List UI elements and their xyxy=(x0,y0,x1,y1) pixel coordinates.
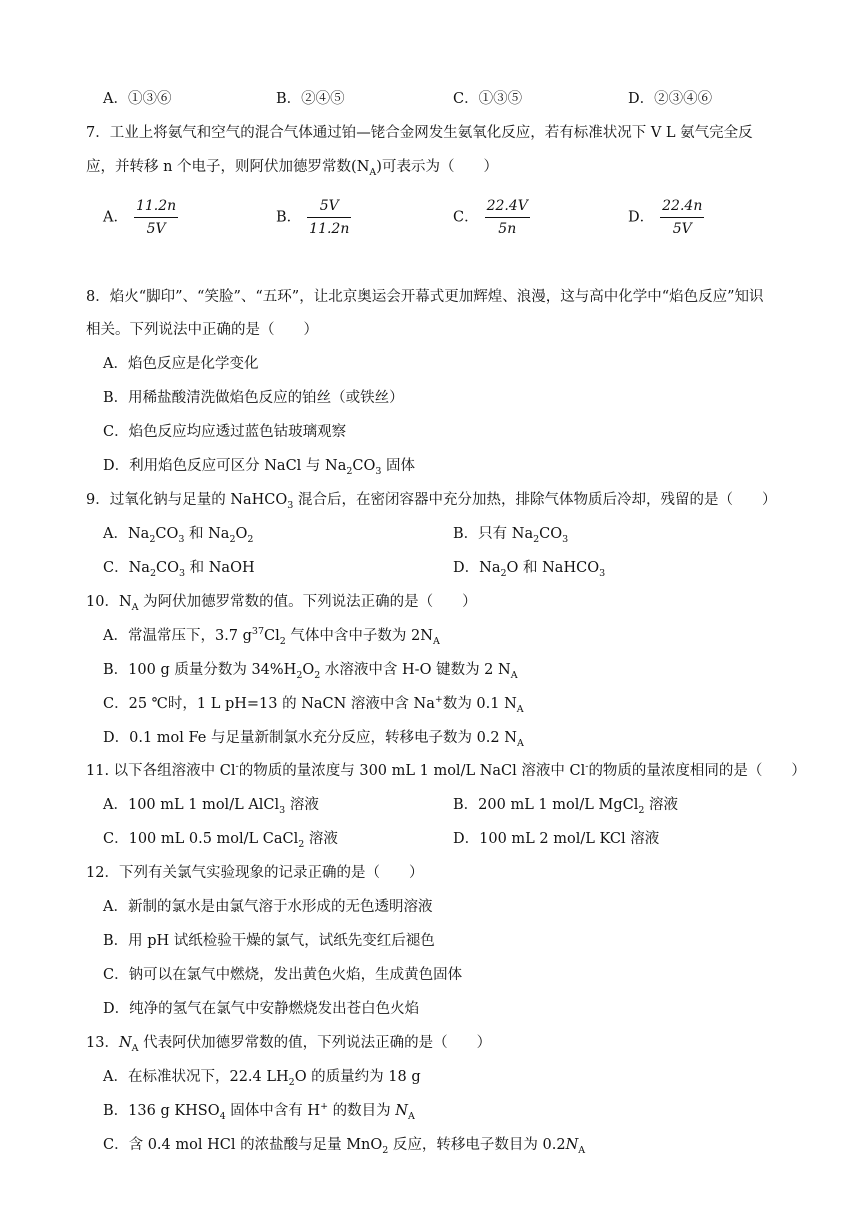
q11-option-d: D．100 mL 2 mol/L KCl 溶液 xyxy=(453,831,660,847)
q8-stem-line2: 相关。下列说法中正确的是（ ） xyxy=(86,322,318,338)
q13-option-c: C．含 0.4 mol HCl 的浓盐酸与足量 MnO$_2$ 反应，转移电子数目为 $0.2N_A$ xyxy=(103,1137,586,1156)
q10-option-c: C．25 ℃时，1 L pH=13 的 NaCN 溶液中含 Na+数为 0.1 $N_A$ xyxy=(103,694,524,715)
q8-option-c: C．焰色反应均应透过蓝色钴玻璃观察 xyxy=(103,424,347,440)
q12-option-b: B．用 pH 试纸检验干燥的氯气，试纸先变红后褪色 xyxy=(103,933,435,949)
q7-option-a: A． $\frac{11.2n}{5V}$ xyxy=(103,198,177,237)
q12-stem: 12．下列有关氯气实验现象的记录正确的是（ ） xyxy=(86,865,424,881)
q12-option-a: A．新制的氯水是由氯气溶于水形成的无色透明溶液 xyxy=(103,899,433,915)
q6-option-d: D．②③④⑥ xyxy=(628,91,713,107)
q10-option-b: B．100 g 质量分数为 $34\%H_2O_2$ 水溶液中含 H-O 键数为 2 $N_A$ xyxy=(103,662,518,681)
q7-stem-line2: 应，并转移 n 个电子，则阿伏加德罗常数$(N_A)$可表示为（ ） xyxy=(86,159,498,178)
q10-option-d: D．0.1 mol Fe 与足量新制氯水充分反应，转移电子数为 0.2 $N_A$ xyxy=(103,730,524,749)
q9-option-c: C．$Na_2CO_3$ 和 NaOH xyxy=(103,560,255,579)
q10-stem: 10．$N_A$ 为阿伏加德罗常数的值。下列说法正确的是（ ） xyxy=(86,594,477,613)
q9-option-b: B．只有 $Na_2CO_3$ xyxy=(453,526,569,545)
q10-option-a: A．常温常压下，3.7 $g^{37}Cl_2$ 气体中含中子数为 $2N_A$ xyxy=(103,626,440,647)
q8-stem-line1: 8．焰火“脚印”、“笑脸”、“五环”，让北京奥运会开幕式更加辉煌、浪漫，这与高中化学中“焰色反应”知识 xyxy=(86,289,764,305)
q9-stem: 9．过氧化钠与足量的 NaHCO$_3$ 混合后，在密闭容器中充分加热，排除气体物质后冷却，残留的是（ ） xyxy=(86,492,777,511)
q13-option-b: B．136 g $KHSO_4$ 固体中含有 H+ 的数目为 $N_A$ xyxy=(103,1101,415,1122)
q11-option-c: C．100 mL 0.5 mol/L CaCl$_2$ 溶液 xyxy=(103,831,338,850)
q8-option-b: B．用稀盐酸清洗做焰色反应的铂丝（或铁丝） xyxy=(103,390,404,406)
q7-option-d: D． $\frac{22.4n}{5V}$ xyxy=(628,198,703,237)
fraction: $\frac{5V}{11.2n}$ xyxy=(309,198,350,237)
q13-stem: 13．$N_A$ 代表阿伏加德罗常数的值，下列说法正确的是（ ） xyxy=(86,1035,492,1054)
q11-option-a: A．100 mL 1 mol/L AlCl$_3$ 溶液 xyxy=(103,797,319,816)
q12-option-d: D．纯净的氢气在氯气中安静燃烧发出苍白色火焰 xyxy=(103,1001,420,1017)
q6-option-c: C．①③⑤ xyxy=(453,91,523,107)
q6-option-b: B．②④⑤ xyxy=(276,91,345,107)
q6-option-a: A．①③⑥ xyxy=(103,91,172,107)
q13-option-a: A．在标准状况下，22.4 $LH_2O$ 的质量约为 18 g xyxy=(103,1069,421,1088)
q7-stem-line1: 7．工业上将氨气和空气的混合气体通过铂—铑合金网发生氨氧化反应，若有标准状况下 V L 氨气完全反 xyxy=(86,125,753,141)
q8-option-d: D．利用焰色反应可区分 NaCl 与 $Na_2CO_3$ 固体 xyxy=(103,458,416,477)
q11-stem: 11. 以下各组溶液中 Cl-的物质的量浓度与 300 mL 1 mol/L NaCl 溶液中 Cl-的物质的量浓度相同的是（ ） xyxy=(86,761,806,779)
q12-option-c: C．钠可以在氯气中燃烧，发出黄色火焰，生成黄色固体 xyxy=(103,967,463,983)
q7-option-b: B． $\frac{5V}{11.2n}$ xyxy=(276,198,350,237)
q9-option-d: D．$Na_2O$ 和 NaHCO$_3$ xyxy=(453,560,606,579)
fraction: $\frac{11.2n}{5V}$ xyxy=(135,198,177,237)
q8-option-a: A．焰色反应是化学变化 xyxy=(103,356,259,372)
fraction: $\frac{22.4V}{5n}$ xyxy=(486,198,528,237)
fraction: $\frac{22.4n}{5V}$ xyxy=(662,198,703,237)
q9-option-a: A．$Na_2CO_3$ 和 $Na_2O_2$ xyxy=(103,526,254,545)
q7-option-c: C． $\frac{22.4V}{5n}$ xyxy=(453,198,528,237)
q11-option-b: B．200 mL 1 mol/L MgCl$_2$ 溶液 xyxy=(453,797,679,816)
